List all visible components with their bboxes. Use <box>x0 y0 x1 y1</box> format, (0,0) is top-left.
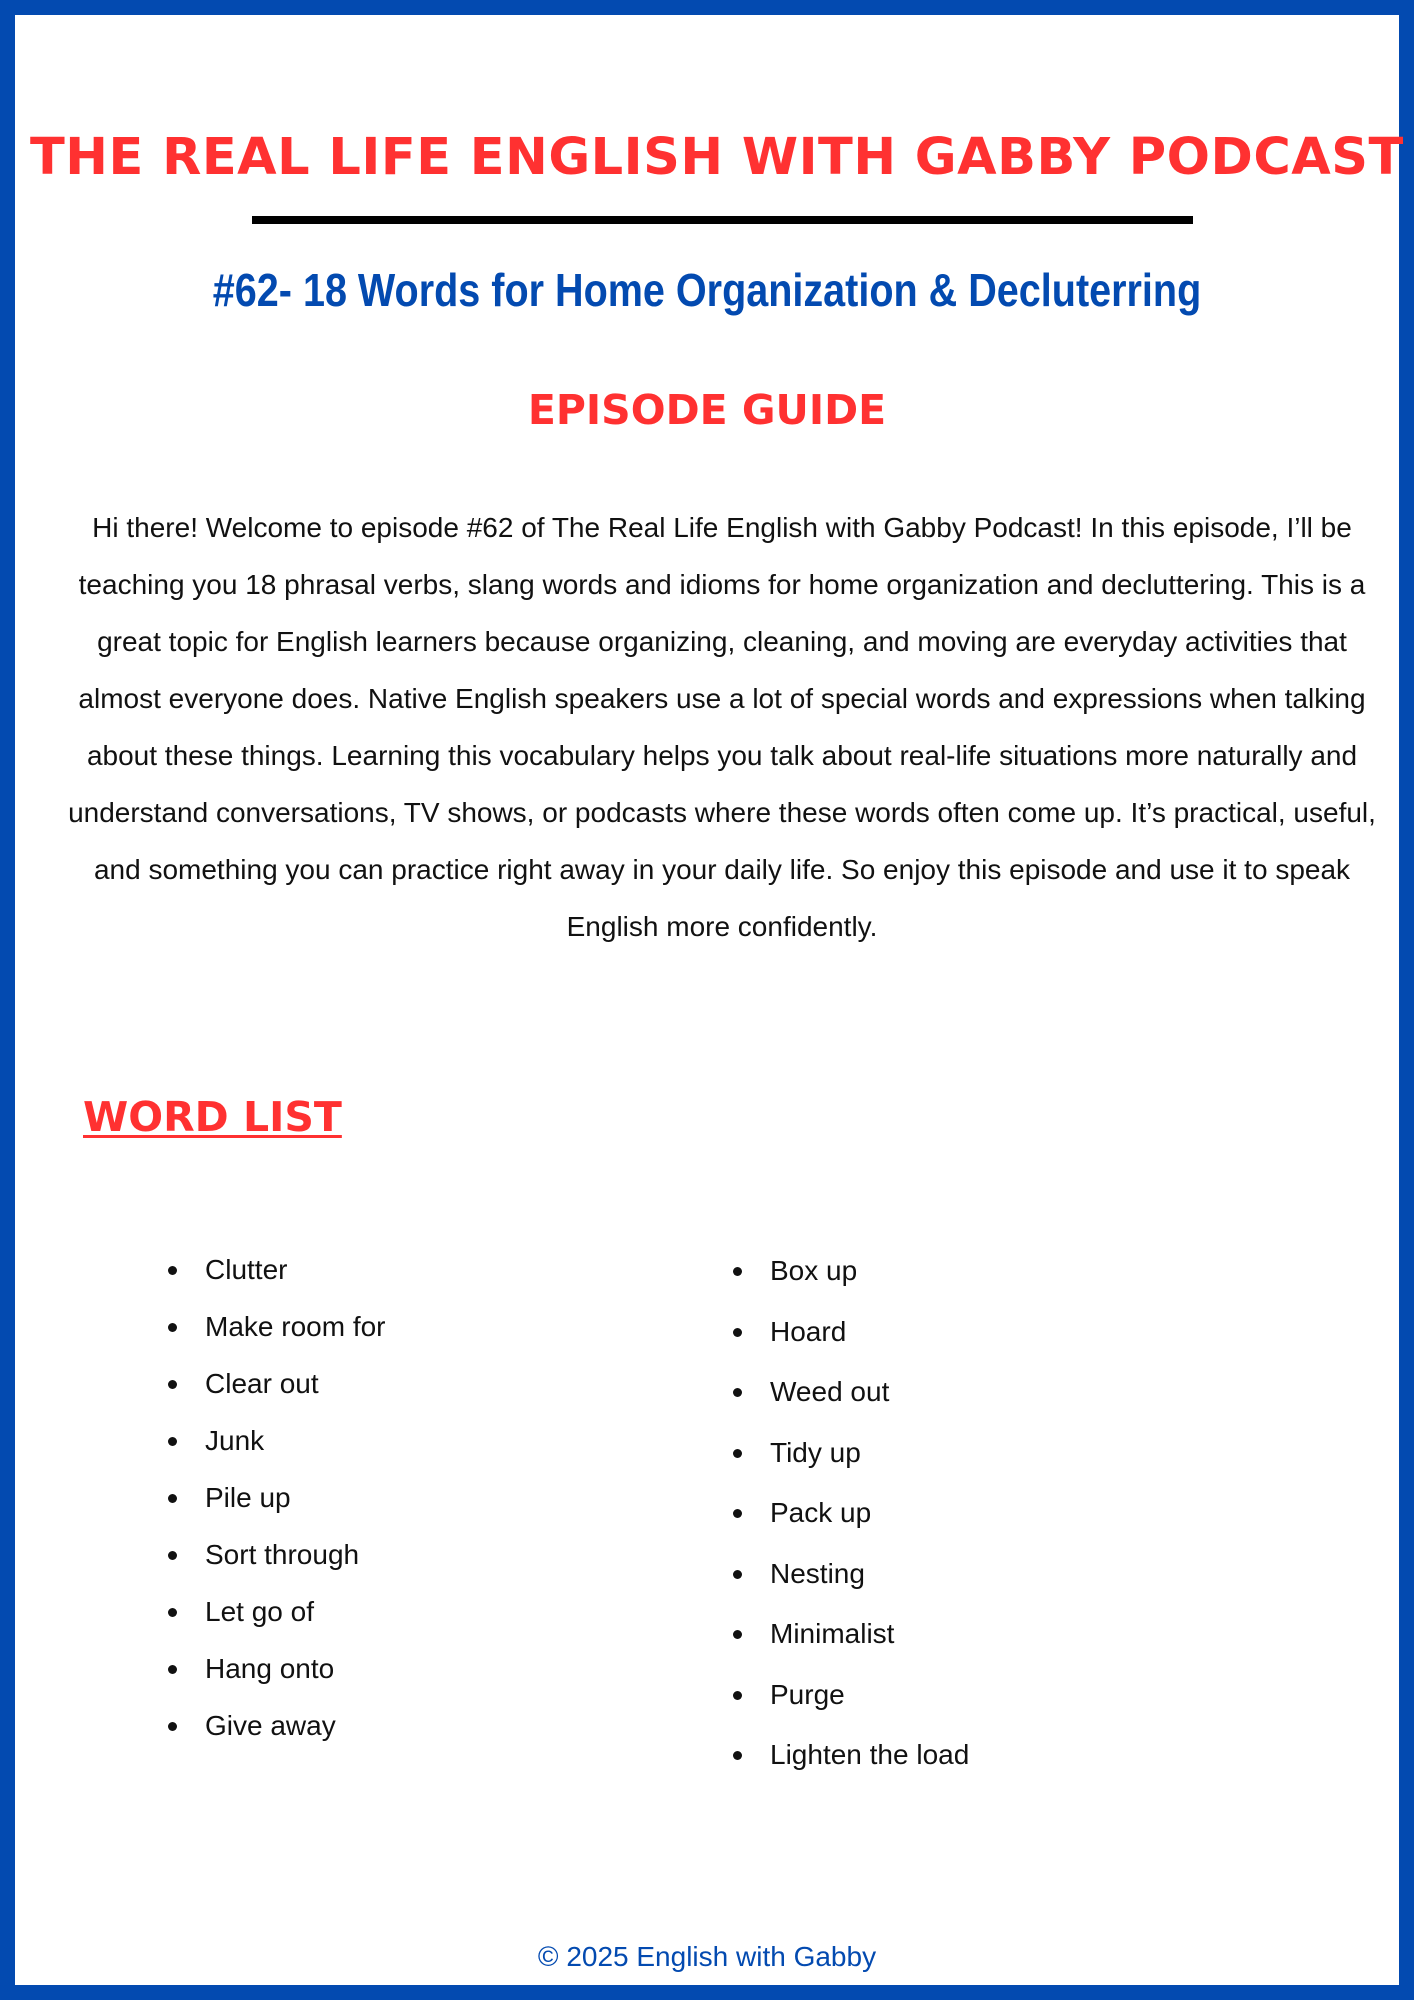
episode-guide-heading-text: EPISODE GUIDE <box>527 386 887 434</box>
list-item: Weed out <box>733 1362 969 1423</box>
word-list-right-column <box>733 1241 969 1786</box>
episode-guide-heading <box>30 382 1384 438</box>
list-item: Tidy up <box>733 1423 969 1484</box>
list-item: Purge <box>733 1665 969 1726</box>
list-item: Sort through <box>168 1526 386 1583</box>
list-item: Hang onto <box>168 1640 386 1697</box>
list-item: Pile up <box>168 1469 386 1526</box>
episode-intro-paragraph: Hi there! Welcome to episode #62 of The Real Life English with Gabby Podcast! In this episode, I’ll be teaching you 18 phrasal verbs, slang words and idioms for home organization and decluttering. This is a great topic for English learners because organizing, cleaning, and moving are everyday activities that almost everyone does. Native English speakers use a lot of special words and expressions when talking about these things. Learning this vocabulary helps you talk about real-life situations more naturally and understand conversations, TV shows, or podcasts where these words often come up. It’s practical, useful, and something you can practice right away in your daily life. So enjoy this episode and use it to speak English more confidently. <box>68 512 1376 942</box>
list-item: Junk <box>168 1412 386 1469</box>
list-item: Nesting <box>733 1544 969 1605</box>
list-item: Give away <box>168 1697 386 1754</box>
word-list-left-column <box>168 1241 386 1754</box>
list-item: Hoard <box>733 1302 969 1363</box>
word-list-heading: WORD LIST <box>83 1093 342 1141</box>
list-item: Clear out <box>168 1355 386 1412</box>
list-item: Box up <box>733 1241 969 1302</box>
copyright-footer: © 2025 English with Gabby <box>537 1941 877 1972</box>
list-item: Let go of <box>168 1583 386 1640</box>
title-divider <box>252 216 1193 224</box>
list-item: Pack up <box>733 1483 969 1544</box>
list-item: Lighten the load <box>733 1725 969 1786</box>
episode-title: #62- 18 Words for Home Organization & Decluterring <box>212 264 1202 316</box>
podcast-title: THE REAL LIFE ENGLISH WITH GABBY PODCAST <box>30 128 1404 187</box>
list-item: Clutter <box>168 1241 386 1298</box>
list-item: Minimalist <box>733 1604 969 1665</box>
list-item: Make room for <box>168 1298 386 1355</box>
